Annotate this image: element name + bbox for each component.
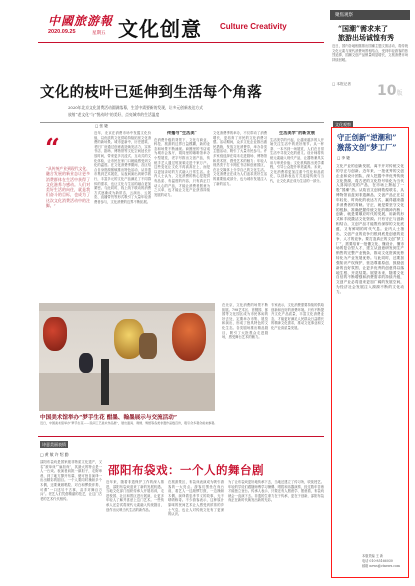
lead-subhead-1: 传播与“生活美” (167, 131, 197, 135)
issue-date: 2020.09.25 (48, 29, 76, 35)
feature-headline-1: 守正创新“逆潮和” (337, 133, 397, 142)
photo-caption: 中国美术馆举办“梦手生花 酣墨、翰墨展示与交流活动” (40, 415, 178, 421)
lead-photo (39, 303, 215, 411)
masthead-rule (38, 42, 324, 43)
section-title-en: Culture Creativity (220, 22, 287, 31)
sidebar-headline-2: 旅游出场诚惶有秀 (338, 33, 394, 42)
second-body-col-3: 在旅游景区，布袋戏表演成为吸引游客的一大亮点。游客们围坐在戏台前，看艺人一边敲锣打鼓，一边操纵木偶，演绎着忠孝节义的故事，无不啧啧称奇。不少游客表示，这种原汁原味的民间艺术让人感受到浓浓的乡土气息，也让人对传统文化有了更深的认识。 (168, 480, 224, 517)
lead-author: □ 张 婕 (95, 124, 108, 128)
lead-body-col-4: 生活美学”的新发展 生活美学的兴起，让越来越多的人开始关注生活中的美好细节。从一杯茶、一本书到一场展览，人们在日常生活中寻找文化的意义。设计师将传统元素融入现代产品，让器物兼具实用与审美价值；文化机构推出美学课程，引导公众提升审美素养。未来，文化消费将更加注重个性化和品质化，以创新表达方式连接传统与当代，让文化真正成为生活的一部分。 (270, 131, 324, 183)
lead-pull-quote: “从传统产业到现代文化，融合发展的新业态让更多消费群体在生活中获得了文化滋养与感动。人们对美好生活的向往，就是我们奋斗的目标，也成为了这次文化消费活动中的注脚。” (46, 166, 90, 209)
sidebar-headline-1: “国潮”需求来了 (338, 24, 389, 33)
lead-headline: 文化的枝叶已延伸到生活每个角落 (40, 84, 262, 101)
sidebar-banner (330, 10, 410, 20)
sidebar-page-badge (377, 80, 403, 99)
photo-caption-detail: 近日，中国美术馆举办“梦手生花——民间工艺美术作品展”，展出面具、刺绣、剪纸等各类非遗作品数百件，吸引众多观众前来参观。 (40, 421, 218, 425)
second-body-col-1: 邵阳布袋戏是国家级非物质文化遗产，又名“被单戏”“扁担戏”，其最大的特点是一人一台戏。表演者肩挑一副担子，走街串巷，到了地方撑开布幕，便可独自演绎一出出精彩的剧目。一个人要同时操纵多个木偶，还要兼顾唱腔、对白和锣鼓伴奏，可谓“一口述尽千古事，双手对舞百万兵”。老艺人们凭借精湛的技艺，让这门古老的艺术代代相传。 (40, 460, 102, 501)
lead-deck-2: 放射“老文化”与“悦动时”的美好，点亮城市的生活温度 (68, 112, 160, 117)
second-rule (38, 436, 324, 437)
second-body-col-4: 为了让布袋戏更好地传承下去，当地还建立了传习所，收徒授艺。年轻的学徒们跟随师傅学习操偶、唱腔和乐器演奏，经过数年苦练才能独立登台。传承人表示，只要还有人愿意学、愿意看，布袋戏就会一直演下去。非遗的生命力在于传承，更在于创新，邵阳布袋戏正在新时代焕发出新的光彩。 (228, 480, 324, 503)
second-headline: 邵阳布袋戏：一个人的舞台剧 (108, 463, 264, 477)
lead-subhead-2: 生活美学”的新发展 (279, 131, 315, 135)
issue-weekday: 星期五 (92, 31, 106, 36)
second-kicker: 诗意美丽表情 (42, 441, 66, 447)
lead-body-col-1: 近年，北京在消费市场中发掘文化价值，以优质的文化供给持续拓宽文化消费的新场景。城市更新中，历史建筑、老旧厂房通过创意改造焕发活力，实体书店、剧场、博物馆等文化空间延长开放时间，带来更多沉浸式、互动式的文化体验，让市民在家门口就能感受到文化的温度。在文化消费季期间，各区结合自身资源禀赋推出特色活动，从非遗市集到艺术展览，从夜间演出到研学旅行，丰富多元的文化产品满足了不同群体的需求，也让文化与生活的融合更加紧密。与此同时，线上线下联动的消费方式逐渐成为新常态，云演出、云展览、直播带货等形式吸引了大量年轻消费者参与，文化消费的边界不断拓展。 (94, 131, 151, 204)
sidebar-kicker: 聚焦观察 (335, 13, 353, 18)
feature-headline-2: 激荡文创“梦工厂” (337, 143, 397, 152)
footer-phone: 电话 010-85166030 (362, 559, 393, 563)
lead-body-col-2: 传播与“生活美” 在消费升级的背景下，文化与商业、科技、旅游的边界日益模糊，新的业态和场景不断涌现。商圈里的书店成为城市会客厅，胡同里的咖啡馆举办小型展览，老字号推出文创产品，传统手艺人通过短视频走进千家万户。这些变化让文化不再高高在上，而是以更加亲切的方式融入日常生活。业内人士认为，文化消费的核心是提供有品质、有温度的内容，只有真正打动人心的产品，才能让消费者愿意为之买单，也才能让文化产业获得持续发展的动力。 (154, 131, 210, 197)
section-title: 文化创意 (118, 17, 202, 41)
paper-name: 中國旅游報 (48, 14, 114, 28)
mask-right (172, 313, 206, 361)
deck-rule (40, 122, 324, 123)
sidebar-column-tag: 文化观察 (335, 121, 351, 127)
second-body-col-2: 近年来，随着非遗保护工作的深入推进，邵阳布袋戏迎来了新的发展机遇。当地文化部门组织传承人开展培训，走进校园、社区和景区进行展演，让更多年轻人了解并喜爱上这门艺术。一些传承人还尝试将现代元素融入传统剧目，创作出反映当代生活的新作品。 (106, 480, 164, 512)
second-author: □ 黄 敏 许 绍 勤 (40, 452, 69, 457)
quote-mark-icon: “ (45, 134, 60, 164)
lead-deck-1: 2020年北京文化消费活动圆满落幕，生活中需要新的发现，让多元创新表达方式 (68, 105, 203, 110)
footer-email: 邮箱 news@ctnews.com (362, 564, 400, 568)
sidebar-brief: 近日，国内各地相继推出国潮主题文旅活动，将传统文化元素与现代消费场景相结合，受到年轻游客的热烈追捧，国潮文创产品销量明显增长，文旅消费市场持续回暖。 (332, 44, 408, 62)
sidebar-author: □ 本报记者 (332, 82, 351, 86)
sidebar-page-suffix: 版 (396, 90, 403, 97)
sidebar-page-number: 10 (377, 83, 397, 99)
feature-body: 文化产业的创新发展，离不开对传统文化的守正与创新。近年来，一批优秀的文创企业和设计团队，深入挖掘中华优秀传统文化资源，将古老的文化符号转化为当代人喜闻乐见的产品，在市场上掀起了一股“国潮”热。从故宫文创到敦煌联名，从博物馆盲盒到非遗潮品，文创产品正在以年轻化、时尚化的表达方式，赢得越来越多消费者的青睐。守正，就是要坚守文化的根脉，准确把握传统文化的精神内核；创新，就是要顺应时代的发展，用新的形式和手段激活文化资源。只有守正与创新相结合，文创产品才能既有深厚的文化底蕴，又有鲜明的时代气息。业内人士指出，文创产业的竞争归根到底是创意的竞争、人才的竞争。要打造真正的文创“梦工厂”，需要培育一批懂文化、懂设计、懂市场的复合型人才，建立从创意研发到生产销售的完整产业链条，推动文化资源优势转化为产业发展优势。与此同时，还要加强知识产权保护，营造尊重原创、鼓励创新的良好氛围，让更多优秀的创意得以落地生根、开花结果。展望未来，随着文化自信的不断增强和消费需求的持续升级，文创产业必将迎来更加广阔的发展空间，为经济社会发展注入源源不断的文化动力。 (336, 164, 404, 294)
feature-author: □ 李 婕 (337, 156, 350, 160)
footer-editor: 本版责编 王 新 (362, 554, 384, 558)
mask-left (43, 317, 67, 351)
lead-body-col-6: 专家表示，文化消费需要持续的供给创新和良好的消费环境。只有不断提升文化产品质量，丰富文化消费业态，才能更好满足人民群众日益增长的精神文化需求，推动文化事业和文化产业高质量发展。 (271, 303, 324, 330)
lead-body-col-3: 文化消费季的举办，不仅带动了消费增长，更培育了市民的文化消费习惯。活动期间，众多文化企业推出惠民措施，发放文化消费券，举办各类主题活动，吸引了大量市民参与。许多家庭选择在周末走进剧场、博物馆和美术馆，感受艺术的魅力；年轻人则热衷于打卡网红书店和创意园区，在社交媒体上分享自己的文化生活。文化消费正在成为人们追求美好生活的重要组成部分，也为城市发展注入了新的活力。 (213, 131, 267, 186)
lead-body-col-5: 在北京，文化消费的场景不断拓展。798艺术区、首钢园、郎园等文化园区成为市民休闲的好去处，定期举办市集、展览和演出，形成了独具特色的文化生态。各类剧场推出精品剧目，吸引了大批观众走进剧场，感受舞台艺术的魅力。 (222, 303, 268, 340)
